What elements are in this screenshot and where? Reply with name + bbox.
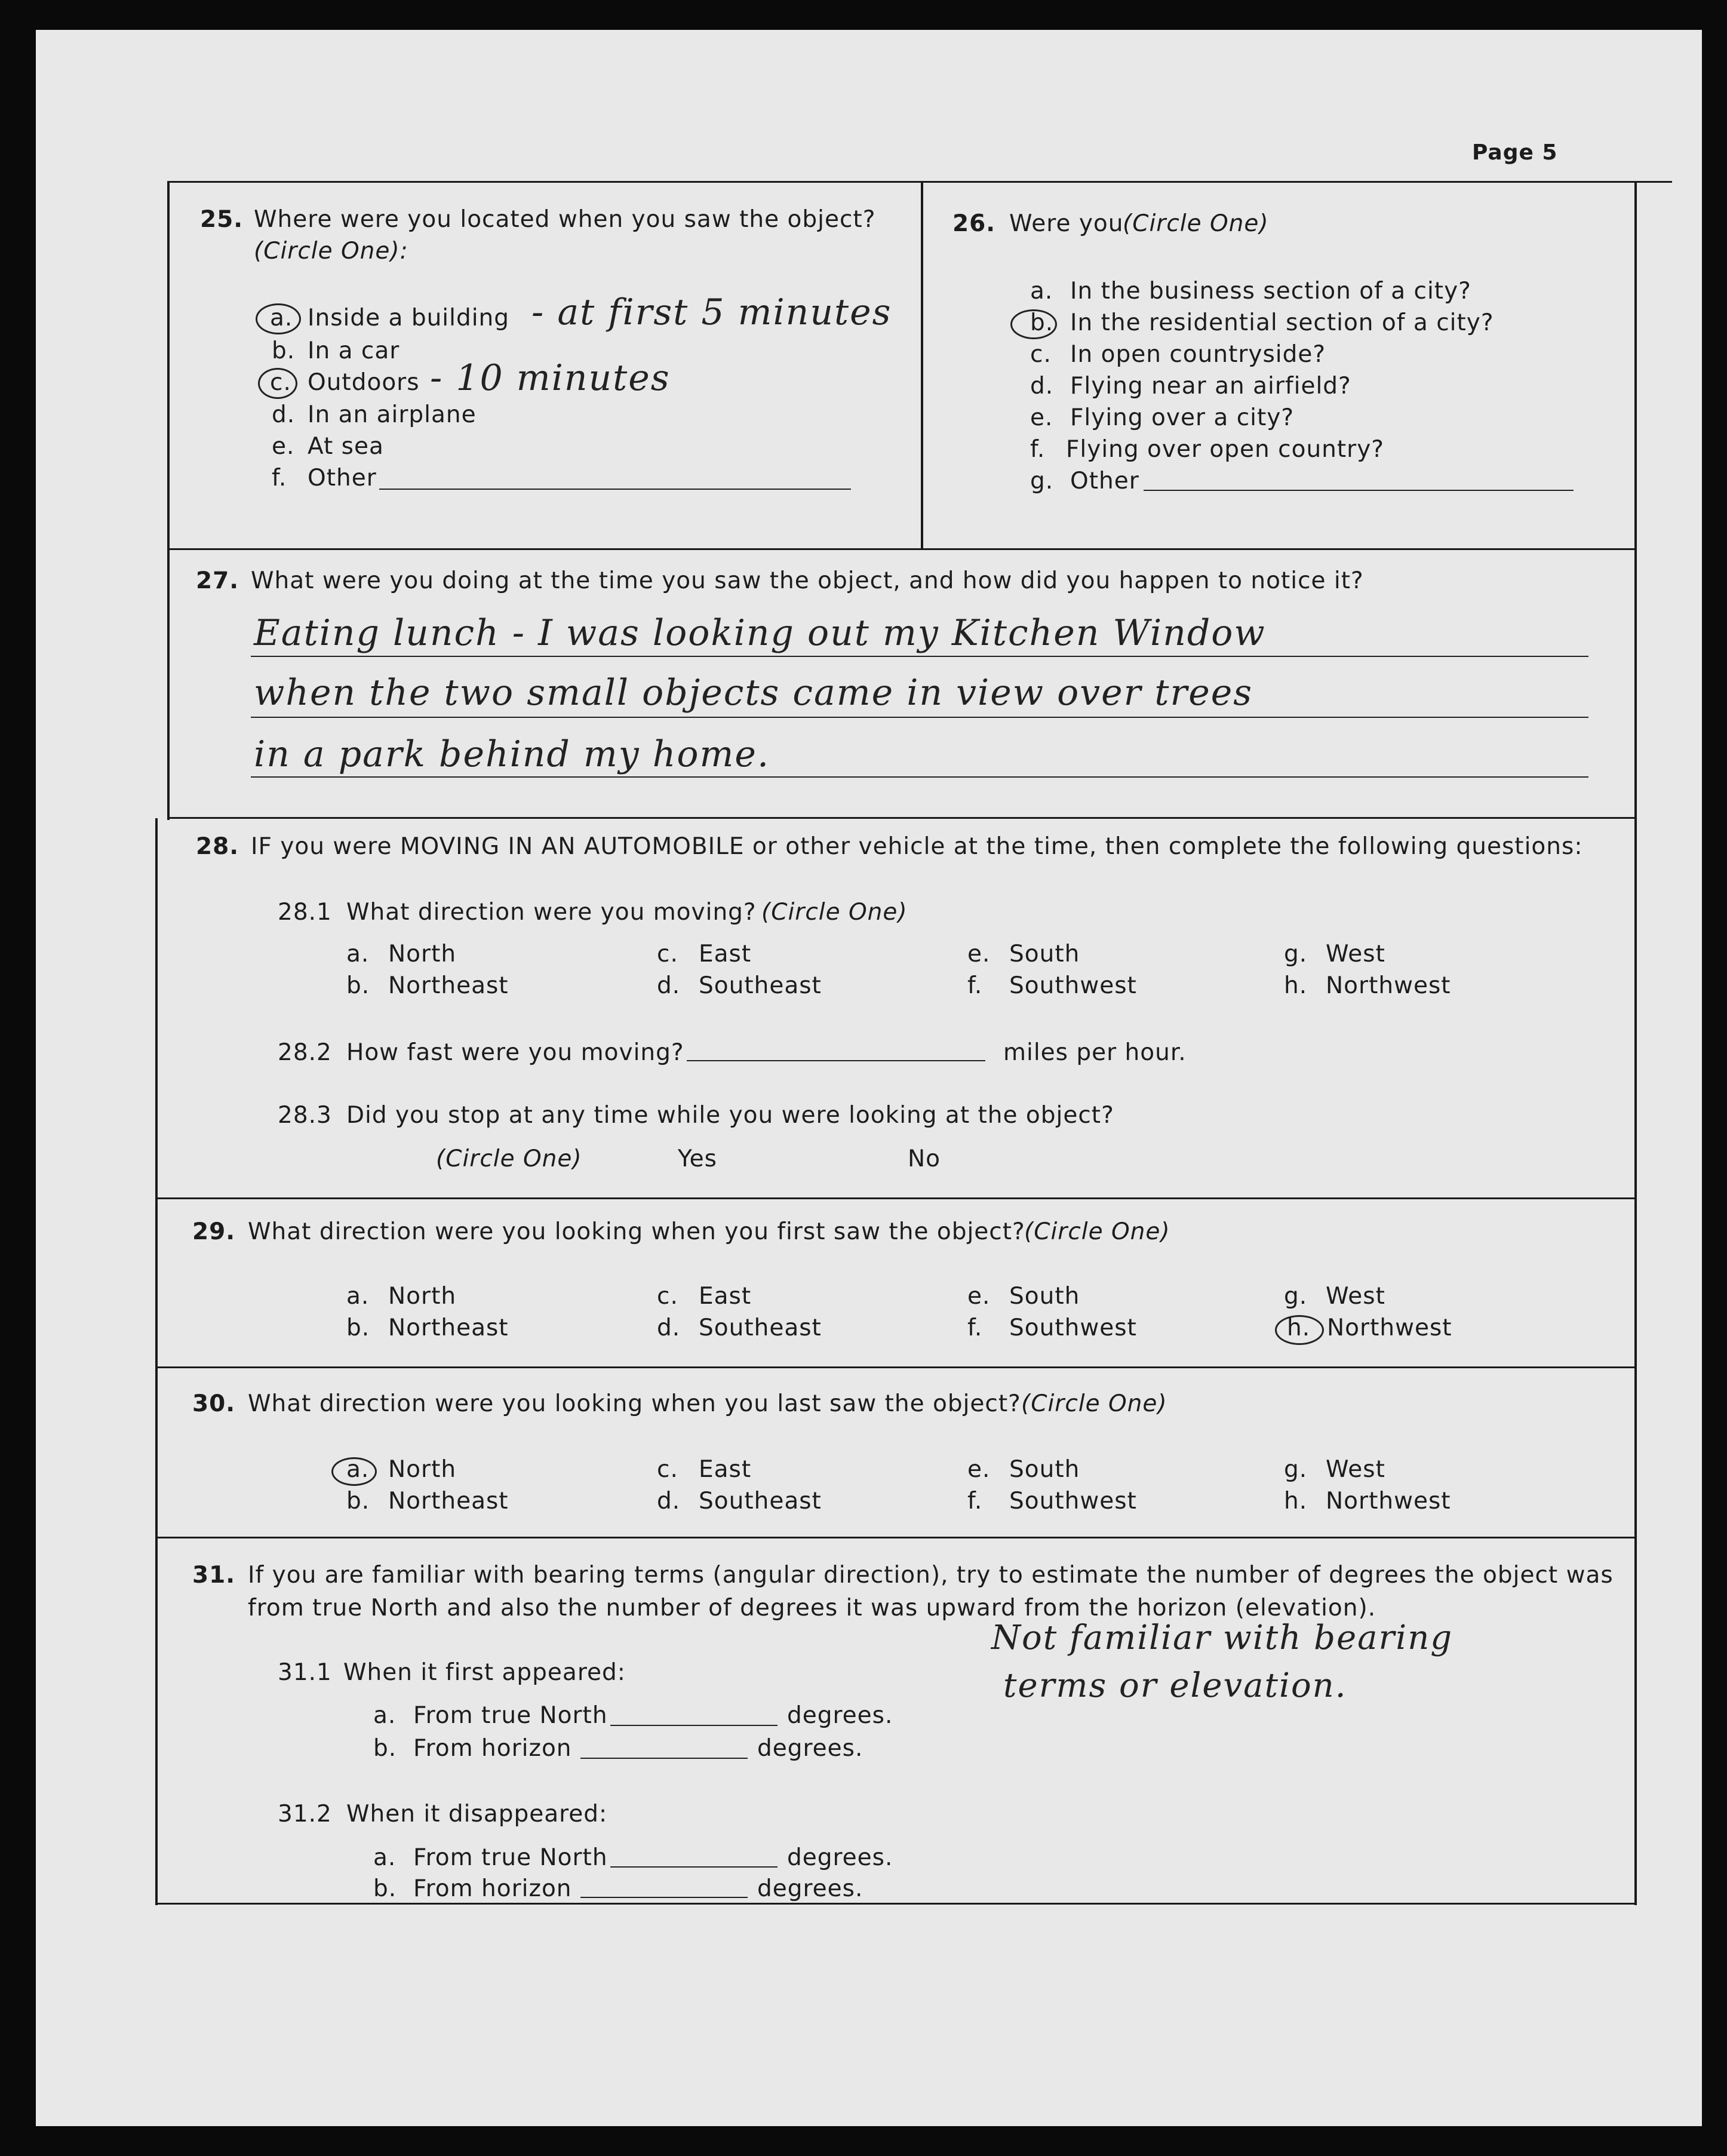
- q26-option-g: Other: [1070, 468, 1139, 495]
- q31-2-a-unit: degrees.: [787, 1844, 893, 1871]
- q31-1-b-text: From horizon: [413, 1735, 572, 1762]
- q28-question: IF you were MOVING IN AN AUTOMOBILE or other vehicle at the time, then complete the following questions:: [251, 833, 1583, 860]
- q31-handwritten-note-line-2: terms or elevation.: [1003, 1666, 1347, 1705]
- divider-25-26: [921, 181, 923, 550]
- q29-option-h-letter: h.: [1287, 1315, 1311, 1341]
- divider-31: [155, 1537, 1636, 1538]
- frame-left-lower: [155, 818, 158, 1905]
- q31-2-b-unit: degrees.: [757, 1875, 864, 1902]
- q31-1-b-blank[interactable]: [580, 1758, 748, 1759]
- q30-option-b-letter: b.: [346, 1488, 370, 1515]
- q31-1-b-letter: b.: [373, 1735, 397, 1762]
- q29-instruction: (Circle One): [1024, 1218, 1170, 1245]
- q29-option-f: Southwest: [1009, 1315, 1137, 1341]
- q30-option-g: West: [1326, 1456, 1385, 1483]
- q30-option-f: Southwest: [1009, 1488, 1137, 1515]
- q30-option-h: Northwest: [1326, 1488, 1451, 1515]
- page-number: Page 5: [1472, 140, 1558, 165]
- q28-3-no[interactable]: No: [908, 1145, 941, 1172]
- q31-2-label: When it disappeared:: [346, 1801, 608, 1828]
- q28-1-option-h-letter: h.: [1284, 972, 1308, 999]
- q28-1-option-h: Northwest: [1326, 972, 1451, 999]
- q31-1-label: When it first appeared:: [343, 1659, 626, 1686]
- q28-2-speed-blank[interactable]: [687, 1060, 985, 1061]
- q25-option-c: Outdoors: [308, 369, 420, 396]
- q31-1-a-letter: a.: [373, 1702, 397, 1729]
- q25-option-d: In an airplane: [308, 401, 477, 428]
- q26-option-f-letter: f.: [1030, 436, 1046, 463]
- q28-3-yes[interactable]: Yes: [678, 1145, 717, 1172]
- q26-option-a: In the business section of a city?: [1070, 278, 1471, 305]
- q28-1-option-g-letter: g.: [1284, 941, 1308, 968]
- q29-option-d: Southeast: [699, 1315, 822, 1341]
- q28-2-question: How fast were you moving?: [346, 1039, 684, 1066]
- q27-line-2[interactable]: [251, 717, 1588, 718]
- q29-number: 29.: [192, 1218, 236, 1245]
- q25-number: 25.: [200, 206, 244, 233]
- divider-30: [155, 1366, 1636, 1368]
- q25-option-a-handwritten: - at first 5 minutes: [531, 291, 892, 333]
- q29-option-c-letter: c.: [657, 1283, 678, 1310]
- q31-1-number: 31.1: [278, 1659, 332, 1686]
- q30-instruction: (Circle One): [1021, 1390, 1167, 1417]
- divider-27: [167, 548, 1636, 550]
- q26-option-c: In open countryside?: [1070, 341, 1326, 368]
- q28-1-option-c: East: [699, 941, 752, 968]
- frame-right: [1634, 181, 1637, 1905]
- q25-option-f: Other: [308, 465, 377, 492]
- q28-1-option-b-letter: b.: [346, 972, 370, 999]
- q29-option-d-letter: d.: [657, 1315, 681, 1341]
- q31-1-b-unit: degrees.: [757, 1735, 864, 1762]
- q31-2-a-blank[interactable]: [610, 1866, 778, 1868]
- q29-option-e-letter: e.: [967, 1283, 991, 1310]
- frame-bottom: [155, 1903, 1637, 1905]
- q25-other-blank[interactable]: [379, 489, 851, 490]
- q27-question: What were you doing at the time you saw the object, and how did you happen to notice it?: [251, 567, 1364, 594]
- q30-option-e-letter: e.: [967, 1456, 991, 1483]
- q28-1-option-f-letter: f.: [967, 972, 983, 999]
- q31-handwritten-note-line-1: Not familiar with bearing: [991, 1618, 1453, 1657]
- q26-instruction: (Circle One): [1123, 210, 1269, 237]
- q31-question-line-2: from true North and also the number of degrees it was upward from the horizon (elevation).: [248, 1595, 1376, 1621]
- q29-option-f-letter: f.: [967, 1315, 983, 1341]
- q28-3-question: Did you stop at any time while you were looking at the object?: [346, 1102, 1114, 1129]
- q26-question: Were you: [1009, 210, 1124, 237]
- q28-1-instruction: (Circle One): [761, 899, 908, 926]
- q30-option-b: Northeast: [388, 1488, 509, 1515]
- q26-option-e-letter: e.: [1030, 404, 1053, 431]
- q27-answer-line-3: in a park behind my home.: [254, 733, 770, 775]
- frame-left-upper: [167, 181, 170, 820]
- q25-option-e: At sea: [308, 433, 384, 460]
- q28-1-option-e-letter: e.: [967, 941, 991, 968]
- q28-1-option-c-letter: c.: [657, 941, 678, 968]
- divider-29: [155, 1197, 1636, 1199]
- q28-1-option-d-letter: d.: [657, 972, 681, 999]
- q29-option-g-letter: g.: [1284, 1283, 1308, 1310]
- q25-option-d-letter: d.: [272, 401, 296, 428]
- divider-28: [167, 817, 1636, 819]
- q30-option-g-letter: g.: [1284, 1456, 1308, 1483]
- q26-option-b: In the residential section of a city?: [1070, 309, 1494, 336]
- q26-option-b-letter: b.: [1030, 309, 1054, 336]
- q30-question: What direction were you looking when you last saw the object?: [248, 1390, 1021, 1417]
- q29-option-b-letter: b.: [346, 1315, 370, 1341]
- q27-answer-line-2: when the two small objects came in view over trees: [254, 672, 1253, 714]
- q25-option-f-letter: f.: [272, 465, 287, 492]
- frame-top: [167, 181, 1672, 183]
- q25-option-c-handwritten: - 10 minutes: [430, 357, 671, 399]
- q26-option-g-letter: g.: [1030, 468, 1054, 495]
- q26-option-d-letter: d.: [1030, 373, 1054, 400]
- q28-1-option-d: Southeast: [699, 972, 822, 999]
- q31-1-a-text: From true North: [413, 1702, 608, 1729]
- q28-2-number: 28.2: [278, 1039, 332, 1066]
- q31-2-b-letter: b.: [373, 1875, 397, 1902]
- q26-option-d: Flying near an airfield?: [1070, 373, 1351, 400]
- q25-option-b: In a car: [308, 337, 400, 364]
- q27-number: 27.: [196, 567, 239, 594]
- q31-1-a-unit: degrees.: [787, 1702, 893, 1729]
- q26-other-blank[interactable]: [1144, 490, 1574, 491]
- q30-option-h-letter: h.: [1284, 1488, 1308, 1515]
- q30-option-c: East: [699, 1456, 752, 1483]
- q29-option-a-letter: a.: [346, 1283, 370, 1310]
- q26-option-e: Flying over a city?: [1070, 404, 1295, 431]
- q28-3-number: 28.3: [278, 1102, 332, 1129]
- q26-option-a-letter: a.: [1030, 278, 1053, 305]
- q28-1-option-f: Southwest: [1009, 972, 1137, 999]
- q27-line-1[interactable]: [251, 656, 1588, 657]
- q25-option-a-letter: a.: [270, 305, 293, 331]
- q28-1-option-a: North: [388, 941, 457, 968]
- q29-question: What direction were you looking when you first saw the object?: [248, 1218, 1025, 1245]
- q28-1-number: 28.1: [278, 899, 332, 926]
- q31-number: 31.: [192, 1562, 236, 1589]
- q30-option-a-letter: a.: [346, 1456, 370, 1483]
- q29-option-c: East: [699, 1283, 752, 1310]
- q26-number: 26.: [952, 210, 996, 237]
- q28-1-option-b: Northeast: [388, 972, 509, 999]
- q31-question-line-1: If you are familiar with bearing terms (angular direction), try to estimate the number of degrees the object was: [248, 1562, 1614, 1589]
- q30-option-d: Southeast: [699, 1488, 822, 1515]
- q30-number: 30.: [192, 1390, 236, 1417]
- q31-2-b-text: From horizon: [413, 1875, 572, 1902]
- q26-option-c-letter: c.: [1030, 341, 1052, 368]
- q28-1-option-a-letter: a.: [346, 941, 370, 968]
- q30-option-f-letter: f.: [967, 1488, 983, 1515]
- q31-2-b-blank[interactable]: [580, 1897, 748, 1898]
- q28-1-question: What direction were you moving?: [346, 899, 757, 926]
- q30-option-e: South: [1009, 1456, 1080, 1483]
- q30-option-a: North: [388, 1456, 457, 1483]
- q30-option-c-letter: c.: [657, 1456, 678, 1483]
- q30-option-d-letter: d.: [657, 1488, 681, 1515]
- q25-option-c-letter: c.: [270, 369, 291, 396]
- q29-option-e: South: [1009, 1283, 1080, 1310]
- q31-2-number: 31.2: [278, 1801, 332, 1828]
- q29-option-g: West: [1326, 1283, 1385, 1310]
- q29-option-a: North: [388, 1283, 457, 1310]
- q25-question: Where were you located when you saw the object?: [254, 206, 876, 233]
- q25-option-b-letter: b.: [272, 337, 296, 364]
- q31-1-a-blank[interactable]: [610, 1725, 778, 1726]
- q29-option-b: Northeast: [388, 1315, 509, 1341]
- q27-answer-line-1: Eating lunch - I was looking out my Kitchen Window: [254, 612, 1266, 654]
- q25-instruction: (Circle One):: [254, 238, 408, 265]
- q28-2-suffix: miles per hour.: [1003, 1039, 1187, 1066]
- q28-number: 28.: [196, 833, 239, 860]
- q25-option-e-letter: e.: [272, 433, 295, 460]
- q28-3-instruction: (Circle One): [436, 1145, 582, 1172]
- q27-line-3[interactable]: [251, 776, 1588, 778]
- q28-1-option-e: South: [1009, 941, 1080, 968]
- form-page: [36, 30, 1702, 2126]
- q25-option-a: Inside a building: [308, 305, 510, 331]
- q26-option-f: Flying over open country?: [1066, 436, 1384, 463]
- q29-option-h: Northwest: [1327, 1315, 1452, 1341]
- q31-2-a-text: From true North: [413, 1844, 608, 1871]
- q31-2-a-letter: a.: [373, 1844, 397, 1871]
- q28-1-option-g: West: [1326, 941, 1385, 968]
